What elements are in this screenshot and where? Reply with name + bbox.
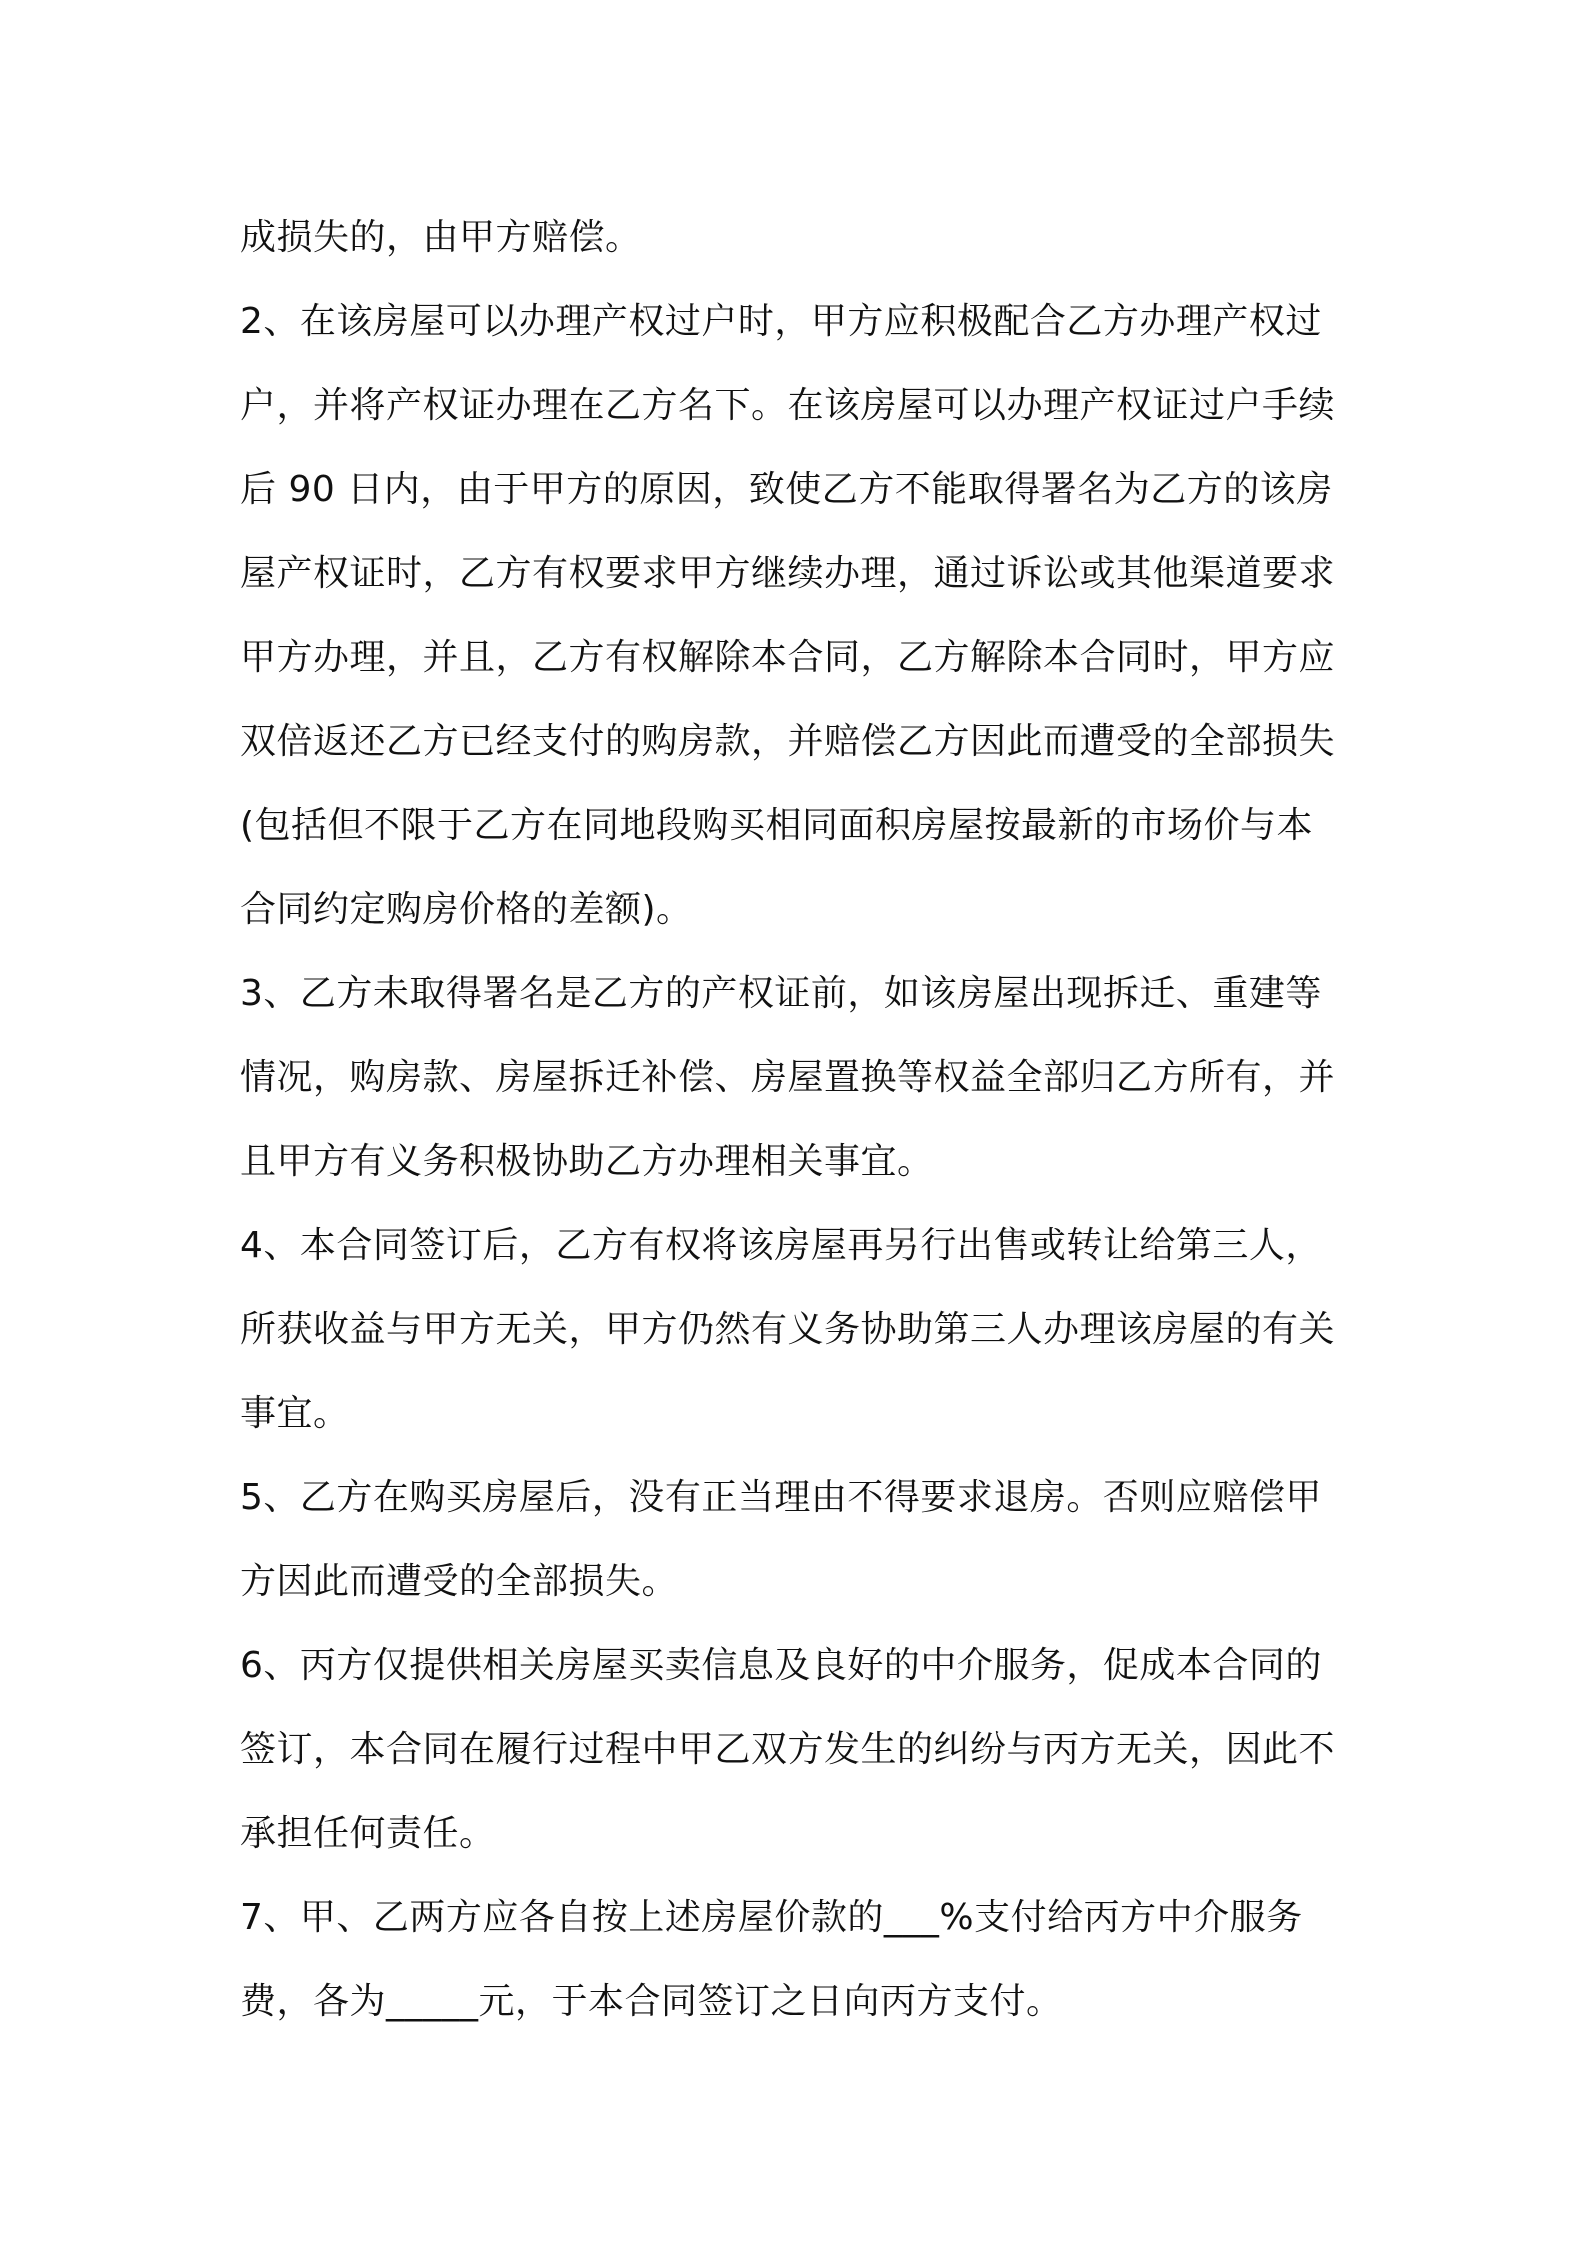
text-line: 2、在该房屋可以办理产权过户时，甲方应积极配合乙方办理产权过: [240, 301, 1322, 342]
text-line: 承担任何责任。: [240, 1813, 496, 1854]
text-line: 事宜。: [240, 1393, 350, 1434]
text-line: 户，并将产权证办理在乙方名下。在该房屋可以办理产权证过户手续: [240, 385, 1336, 426]
text-line: 5、乙方在购买房屋后，没有正当理由不得要求退房。否则应赔偿甲: [240, 1477, 1322, 1518]
paragraph-continuation: [240, 196, 1350, 280]
text-line: 屋产权证时，乙方有权要求甲方继续办理，通过诉讼或其他渠道要求: [240, 553, 1336, 594]
text-line: 成损失的，由甲方赔偿。: [240, 217, 642, 258]
text-line: 签订，本合同在履行过程中甲乙双方发生的纠纷与丙方无关，因此不: [240, 1729, 1336, 1770]
text-line: 且甲方有义务积极协助乙方办理相关事宜。: [240, 1141, 934, 1182]
clause-6: [240, 1624, 1350, 1876]
text-line: 4、本合同签订后，乙方有权将该房屋再另行出售或转让给第三人，: [240, 1225, 1322, 1266]
text-line: 7、甲、乙两方应各自按上述房屋价款的___%支付给丙方中介服务: [240, 1897, 1303, 1938]
text-line: 方因此而遭受的全部损失。: [240, 1561, 679, 1602]
clause-2: [240, 280, 1350, 952]
clause-4: [240, 1204, 1350, 1456]
clause-5: [240, 1456, 1350, 1624]
text-line: 费，各为_____元，于本合同签订之日向丙方支付。: [240, 1981, 1063, 2022]
text-line: 情况，购房款、房屋拆迁补偿、房屋置换等权益全部归乙方所有，并: [240, 1057, 1336, 1098]
document-body: [240, 196, 1350, 2044]
text-line: 合同约定购房价格的差额)。: [240, 889, 693, 930]
text-line: 所获收益与甲方无关，甲方仍然有义务协助第三人办理该房屋的有关: [240, 1309, 1336, 1350]
text-line: 双倍返还乙方已经支付的购房款，并赔偿乙方因此而遭受的全部损失: [240, 721, 1336, 762]
text-line: 甲方办理，并且，乙方有权解除本合同，乙方解除本合同时，甲方应: [240, 637, 1336, 678]
text-line: 6、丙方仅提供相关房屋买卖信息及良好的中介服务，促成本合同的: [240, 1645, 1322, 1686]
text-line: 3、乙方未取得署名是乙方的产权证前，如该房屋出现拆迁、重建等: [240, 973, 1322, 1014]
clause-3: [240, 952, 1350, 1204]
text-line: 后 90 日内，由于甲方的原因，致使乙方不能取得署名为乙方的该房: [240, 469, 1333, 510]
clause-7: [240, 1876, 1350, 2044]
text-line: (包括但不限于乙方在同地段购买相同面积房屋按最新的市场价与本: [240, 805, 1314, 846]
